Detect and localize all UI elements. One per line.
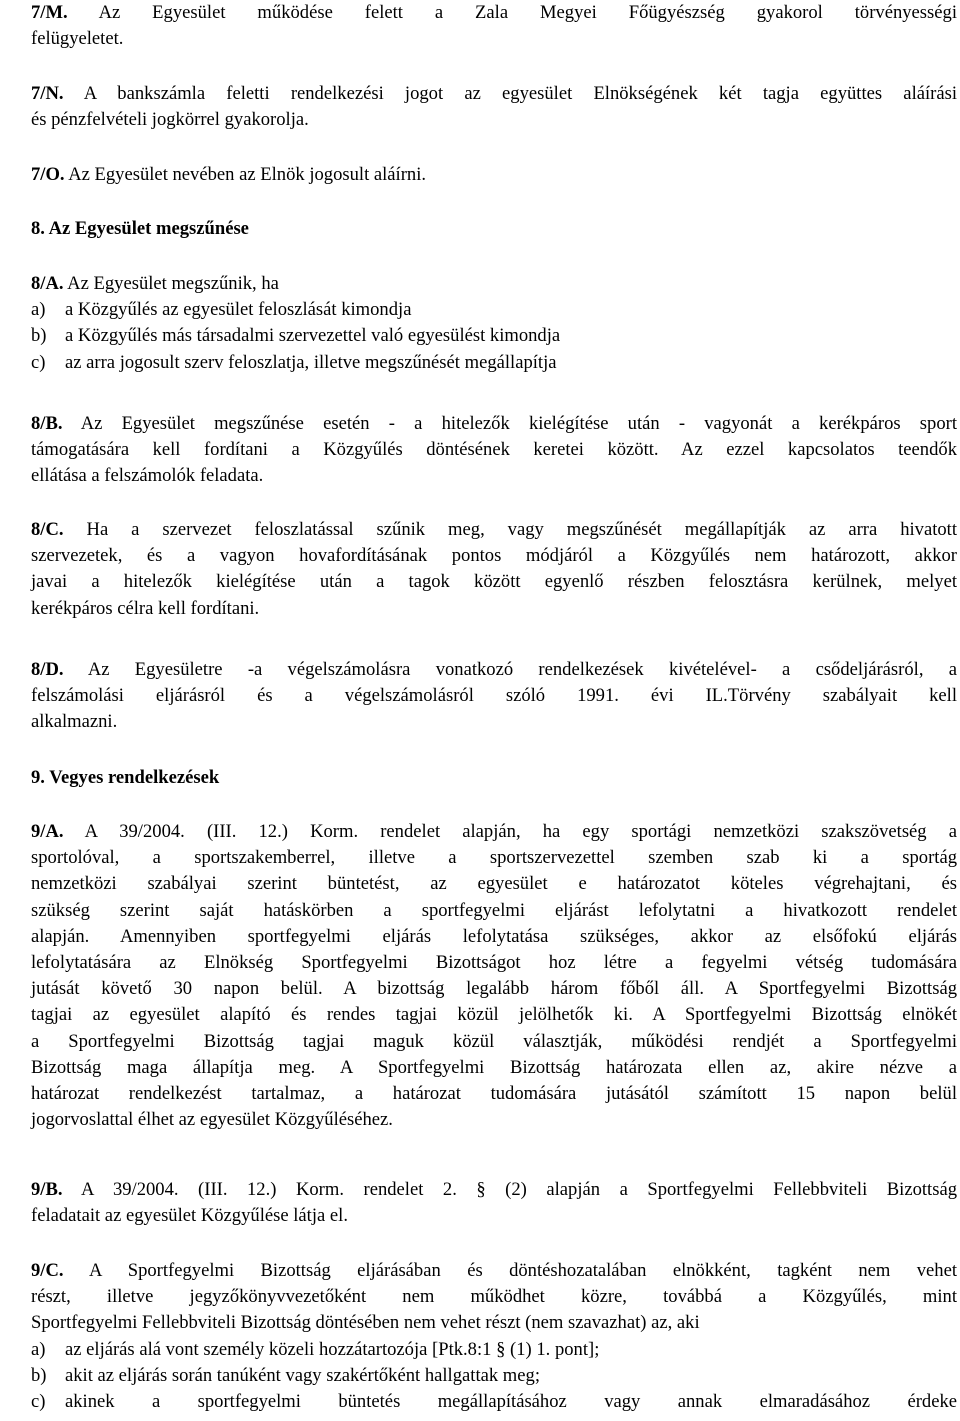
paragraph-line: feladatait az egyesület Közgyűlése látja el. bbox=[31, 1205, 348, 1227]
paragraph-7m bbox=[31, 0, 957, 52]
paragraph-label: 9/B. bbox=[31, 1179, 63, 1200]
paragraph-9b bbox=[31, 1177, 957, 1229]
list-item-text: a Közgyűlés más társadalmi szervezettel való egyesülést kimondja bbox=[65, 325, 561, 347]
paragraph-line: alapján. Amennyiben sportfegyelmi eljárás lefolytatása szükséges, akkor az elsőfokú eljárás bbox=[31, 925, 957, 947]
list-item bbox=[31, 323, 957, 349]
list-marker: b) bbox=[31, 325, 47, 347]
list-marker: b) bbox=[31, 1364, 47, 1386]
paragraph-label: 8/D. bbox=[31, 659, 64, 680]
paragraph-line: határozat rendelkezést tartalmaz, a határozat tudomására jutásától számított 15 napon belül bbox=[31, 1082, 957, 1104]
paragraph-label: 7/O. bbox=[31, 164, 65, 185]
list-item bbox=[31, 297, 957, 323]
paragraph-8b bbox=[31, 411, 957, 490]
list-item-text: akit az eljárás során tanúként vagy szakértőként hallgattak meg; bbox=[65, 1364, 540, 1386]
paragraph-8a bbox=[31, 271, 957, 376]
paragraph-label: 8/C. bbox=[31, 519, 64, 540]
paragraph-line: támogatására kell fordítani a Közgyűlés döntésének keretei között. Az ezzel kapcsolatos teendők bbox=[31, 439, 957, 461]
paragraph-7o bbox=[31, 162, 957, 188]
paragraph-line: részt, illetve jegyzőkönyvvezetőként nem működhet közre, továbbá a Közgyűlés, mint bbox=[31, 1286, 957, 1308]
paragraph-7n bbox=[31, 81, 957, 133]
paragraph-line: felügyeletet. bbox=[31, 28, 124, 50]
list-item bbox=[31, 350, 957, 376]
paragraph-line: jutását követő 30 napon belül. A bizottság legalább három főből áll. A Sportfegyelmi Bizottság bbox=[31, 978, 957, 1000]
list-item bbox=[31, 1337, 957, 1363]
paragraph-line: szervezetek, és a vagyon hovafordításának pontos módjáról a Közgyűlés nem határozott, akkor bbox=[31, 545, 957, 567]
paragraph-label: 9/A. bbox=[31, 821, 64, 842]
paragraph-line: 8/A. Az Egyesület megszűnik, ha bbox=[31, 273, 279, 294]
paragraph-8d bbox=[31, 657, 957, 736]
list-item-text: az arra jogosult szerv feloszlatja, illetve megszűnését megállapítja bbox=[65, 351, 557, 373]
list-marker: a) bbox=[31, 299, 46, 321]
section-heading-8: 8. Az Egyesület megszűnése bbox=[31, 218, 249, 239]
list-item bbox=[31, 1363, 957, 1389]
paragraph-line: ellátása a felszámolók feladata. bbox=[31, 465, 264, 487]
paragraph-label: 8/B. bbox=[31, 413, 63, 434]
list-marker: a) bbox=[31, 1338, 46, 1360]
paragraph-line: Sportfegyelmi Fellebbviteli Bizottság döntésében nem vehet részt (nem szavazhat) az, aki bbox=[31, 1312, 700, 1334]
paragraph-line: 9/C. A Sportfegyelmi Bizottság eljárásában és döntéshozatalában elnökként, tagként nem vehet bbox=[31, 1260, 958, 1281]
paragraph-line: kerékpáros célra kell fordítani. bbox=[31, 597, 260, 619]
list-marker: c) bbox=[31, 1390, 46, 1412]
paragraph-line: és pénzfelvételi jogkörrel gyakorolja. bbox=[31, 109, 309, 131]
paragraph-line: a Sportfegyelmi Bizottság tagjai maguk közül választják, működési rendjét a Sportfegyelmi bbox=[31, 1030, 957, 1052]
paragraph-9a bbox=[31, 819, 957, 1133]
paragraph-line: 7/M. Az Egyesület működése felett a Zala Megyei Főügyészség gyakorol törvényességi bbox=[31, 2, 957, 23]
paragraph-line: Bizottság maga állapítja meg. A Sportfegyelmi Bizottság határozata ellen az, akire nézve a bbox=[31, 1056, 957, 1078]
paragraph-label: 7/M. bbox=[31, 2, 68, 23]
list-item-text: az eljárás alá vont személy közeli hozzátartozója [Ptk.8:1 § (1) 1. pont]; bbox=[65, 1338, 600, 1360]
paragraph-line: 9/A. A 39/2004. (III. 12.) Korm. rendelet alapján, ha egy sportági nemzetközi szakszövetség a bbox=[31, 821, 957, 842]
paragraph-line: 8/D. Az Egyesületre -a végelszámolásra vonatkozó rendelkezések kivételével- a csődeljárásról, a bbox=[31, 659, 958, 680]
paragraph-line: felszámolási eljárásról és a végelszámolásról szóló 1991. évi IL.Törvény szabályait kell bbox=[31, 685, 957, 707]
paragraph-line: jogorvoslattal élhet az egyesület Közgyűléséhez. bbox=[31, 1109, 393, 1131]
list-marker: c) bbox=[31, 351, 46, 373]
list-item-text: a Közgyűlés az egyesület feloszlását kimondja bbox=[65, 299, 412, 321]
paragraph-line: 8/B. Az Egyesület megszűnése esetén - a hitelezők kielégítése után - vagyonát a kerékpáros sport bbox=[31, 413, 957, 434]
paragraph-line: tagjai az egyesület alapító és rendes tagjai közül jelölhetők ki. A Sportfegyelmi Bizottság elnökét bbox=[31, 1004, 957, 1026]
paragraph-label: 9/C. bbox=[31, 1260, 64, 1281]
paragraph-label: 8/A. bbox=[31, 273, 64, 294]
paragraph-line: alkalmazni. bbox=[31, 711, 118, 733]
paragraph-label: 7/N. bbox=[31, 83, 64, 104]
paragraph-line: 7/O. Az Egyesület nevében az Elnök jogosult aláírni. bbox=[31, 164, 427, 185]
paragraph-line: javai a hitelezők kielégítése után a tagok között egyenlő részben felosztásra kerülnek, melyet bbox=[31, 571, 957, 593]
paragraph-8c bbox=[31, 517, 957, 622]
section-heading-9: 9. Vegyes rendelkezések bbox=[31, 767, 220, 788]
paragraph-line: lefolytatására az Elnökség Sportfegyelmi Bizottságot hoz létre a fegyelmi vétség tudomására bbox=[31, 951, 957, 973]
paragraph-line: szükség szerint saját hatáskörben a sportfegyelmi eljárást lefolytatni a hivatkozott rendelet bbox=[31, 899, 957, 921]
paragraph-line: 9/B. A 39/2004. (III. 12.) Korm. rendelet 2. § (2) alapján a Sportfegyelmi Fellebbviteli Bizottság bbox=[31, 1179, 958, 1200]
paragraph-line: nemzetközi szabályai szerint büntetést, az egyesület e határozatot köteles végrehajtani, és bbox=[31, 873, 957, 895]
paragraph-line: 7/N. A bankszámla feletti rendelkezési jogot az egyesület Elnökségének két tagja együttes aláírási bbox=[31, 83, 957, 104]
paragraph-9c bbox=[31, 1258, 957, 1415]
paragraph-line: 8/C. Ha a szervezet feloszlatással szűnik meg, vagy megszűnését megállapítják az arra hivatott bbox=[31, 519, 958, 540]
list-item bbox=[31, 1389, 957, 1415]
list-item-text: akinek a sportfegyelmi büntetés megállapításához vagy annak elmaradásához érdeke bbox=[65, 1390, 957, 1412]
paragraph-line: sportolóval, a sportszakemberrel, illetve a sportszervezettel szemben szab ki a sportág bbox=[31, 847, 957, 869]
